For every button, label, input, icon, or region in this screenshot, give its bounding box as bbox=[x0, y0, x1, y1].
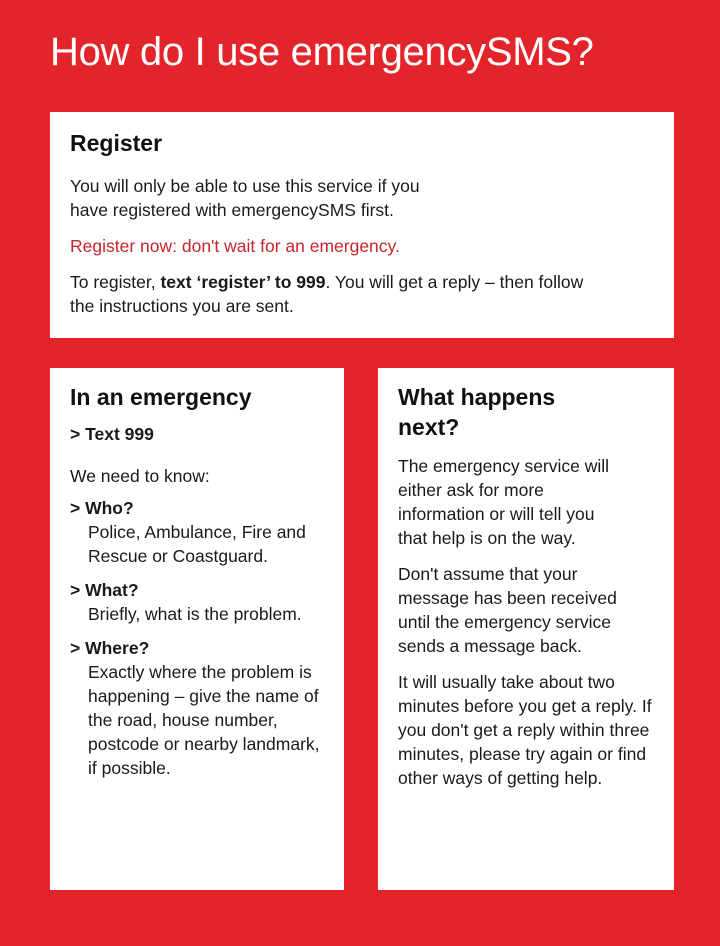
next-paragraph-2: Don't assume that your message has been received until the emergency service sends a message back. bbox=[398, 564, 617, 656]
register-instructions-suffix: . You will get a reply – then follow the instructions you are sent. bbox=[70, 272, 584, 316]
register-card bbox=[50, 112, 674, 338]
next-paragraph-3: It will usually take about two minutes before you get a reply. If you don't get a reply within three minutes, please try again or find other ways of getting help. bbox=[398, 672, 652, 788]
next-heading: What happens next? bbox=[398, 384, 556, 440]
text-999-instruction: > Text 999 bbox=[70, 424, 154, 444]
emergency-heading: In an emergency bbox=[70, 384, 252, 410]
where-item bbox=[70, 636, 324, 780]
need-to-know-label: We need to know: bbox=[70, 466, 210, 486]
where-label: > Where? bbox=[70, 638, 150, 658]
who-label: > Who? bbox=[70, 498, 134, 518]
what-item bbox=[70, 578, 324, 626]
register-cta: Register now: don't wait for an emergency. bbox=[70, 236, 400, 256]
page-title: How do I use emergencySMS? bbox=[50, 30, 594, 74]
emergency-card bbox=[50, 368, 344, 890]
register-instructions-prefix: To register, bbox=[70, 272, 161, 292]
next-paragraph-1: The emergency service will either ask for more information or will tell you that help is on the way. bbox=[398, 456, 610, 548]
what-label: > What? bbox=[70, 580, 139, 600]
what-detail: Briefly, what is the problem. bbox=[88, 604, 302, 624]
who-item bbox=[70, 496, 324, 568]
register-instructions-command: text ‘register’ to 999 bbox=[160, 272, 326, 292]
what-happens-next-card bbox=[378, 368, 674, 890]
register-instructions bbox=[70, 270, 590, 318]
register-intro: You will only be able to use this service if you have registered with emergencySMS first. bbox=[70, 176, 420, 220]
register-heading: Register bbox=[70, 130, 163, 156]
where-detail: Exactly where the problem is happening – give the name of the road, house number, postcode or nearby landmark, if possible. bbox=[88, 662, 320, 778]
who-detail: Police, Ambulance, Fire and Rescue or Coastguard. bbox=[88, 522, 306, 566]
